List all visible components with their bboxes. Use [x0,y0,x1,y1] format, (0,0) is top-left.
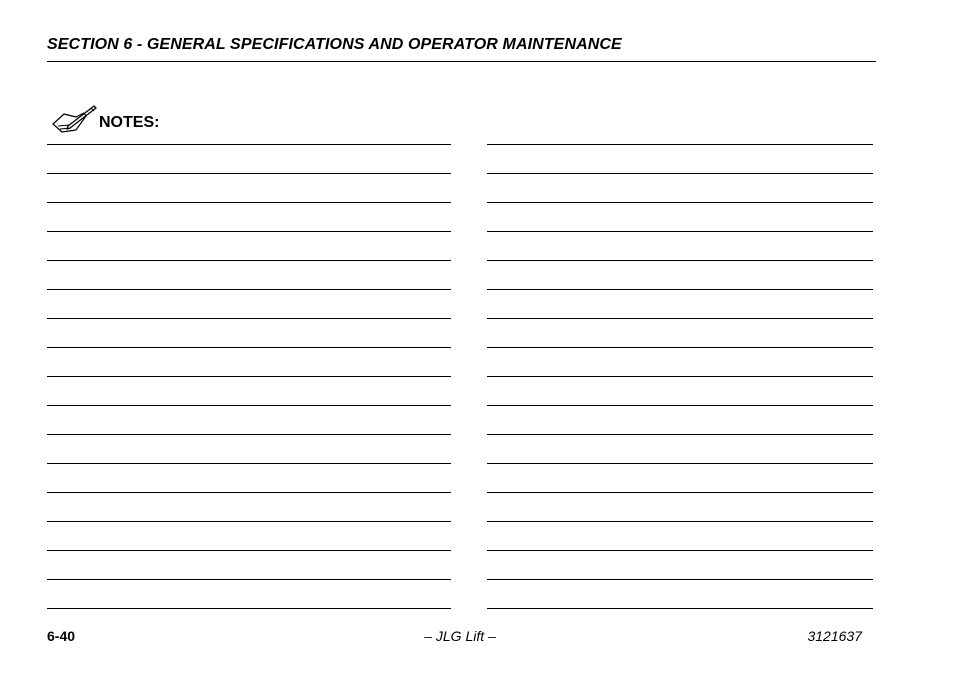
note-line [47,231,451,260]
note-line [487,260,873,289]
note-line [47,376,451,405]
note-line [487,579,873,608]
note-line [47,579,451,608]
note-line [47,463,451,492]
note-line [487,289,873,318]
note-line [487,144,873,173]
note-line [487,521,873,550]
note-line [487,318,873,347]
note-line [47,347,451,376]
note-line [487,434,873,463]
note-line [47,202,451,231]
note-line [487,202,873,231]
notes-label: NOTES: [99,114,160,131]
note-line [47,289,451,318]
note-line [47,434,451,463]
note-line [47,318,451,347]
note-line [47,521,451,550]
note-line [47,173,451,202]
note-line [487,608,873,609]
header-rule [47,61,876,62]
note-line [487,347,873,376]
note-line [47,260,451,289]
note-line [47,492,451,521]
note-line [47,608,451,609]
note-line [487,405,873,434]
note-line [487,550,873,579]
note-line [487,492,873,521]
notes-lines-right [487,144,873,609]
page-number: 6-40 [47,628,76,644]
note-line [487,463,873,492]
note-line [47,550,451,579]
document-number: 3121637 [807,628,862,644]
note-line [47,405,451,434]
section-title: SECTION 6 - GENERAL SPECIFICATIONS AND OPERATOR MAINTENANCE [47,36,622,53]
footer-center-text: – JLG Lift – [424,628,496,644]
note-line [487,173,873,202]
pen-and-paper-icon [50,104,98,136]
notes-lines-left [47,144,451,609]
note-line [487,231,873,260]
note-line [487,376,873,405]
note-line [47,144,451,173]
